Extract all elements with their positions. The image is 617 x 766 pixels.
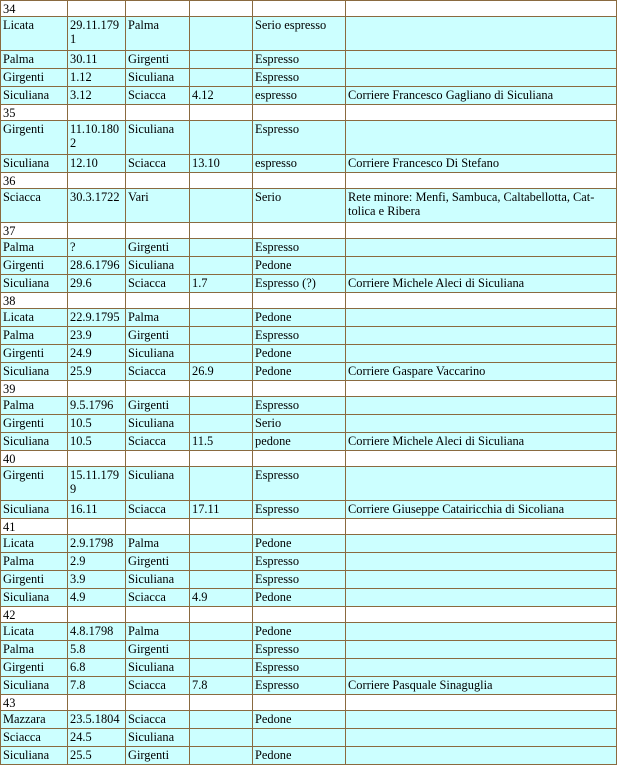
empty-cell (190, 293, 253, 309)
empty-cell (126, 105, 190, 121)
notes-cell: Rete minore: Menfi, Sambuca, Caltabellotta, Cat-tolica e Ribera (346, 189, 617, 223)
date-cell: 4.8.1798 (68, 623, 126, 641)
group-number: 36 (1, 173, 68, 189)
mode-cell: Pedone (253, 747, 346, 765)
table-row (1, 275, 617, 293)
arrival-cell: 7.8 (190, 677, 253, 695)
notes-cell (346, 69, 617, 87)
destination-cell: Girgenti (126, 239, 190, 257)
origin-cell: Palma (1, 327, 68, 345)
empty-cell (68, 519, 126, 535)
empty-cell (68, 607, 126, 623)
notes-cell (346, 121, 617, 155)
destination-cell: Siculiana (126, 659, 190, 677)
destination-cell: Sciacca (126, 155, 190, 173)
mode-cell: Pedone (253, 309, 346, 327)
destination-cell: Girgenti (126, 51, 190, 69)
origin-cell: Girgenti (1, 467, 68, 501)
notes-cell (346, 589, 617, 607)
empty-cell (190, 173, 253, 189)
mode-cell: Espresso (253, 501, 346, 519)
mode-cell (253, 729, 346, 747)
group-header-row (1, 451, 617, 467)
origin-cell: Siculiana (1, 747, 68, 765)
origin-cell: Siculiana (1, 433, 68, 451)
table-row (1, 397, 617, 415)
destination-cell: Sciacca (126, 363, 190, 381)
empty-cell (190, 223, 253, 239)
origin-cell: Siculiana (1, 275, 68, 293)
empty-cell (190, 1, 253, 17)
date-cell: 25.9 (68, 363, 126, 381)
date-cell: 30.3.1722 (68, 189, 126, 223)
arrival-cell (190, 467, 253, 501)
arrival-cell (190, 345, 253, 363)
date-cell: 25.5 (68, 747, 126, 765)
empty-cell (126, 519, 190, 535)
date-cell: 24.9 (68, 345, 126, 363)
empty-cell (190, 607, 253, 623)
notes-cell (346, 17, 617, 51)
notes-cell (346, 467, 617, 501)
mode-cell: Pedone (253, 623, 346, 641)
empty-cell (68, 381, 126, 397)
notes-cell (346, 51, 617, 69)
table-row (1, 535, 617, 553)
empty-cell (190, 519, 253, 535)
notes-cell: Corriere Giuseppe Catairicchia di Sicoliana (346, 501, 617, 519)
empty-cell (346, 695, 617, 711)
empty-cell (253, 381, 346, 397)
table-row (1, 711, 617, 729)
table-row (1, 327, 617, 345)
notes-cell (346, 345, 617, 363)
destination-cell: Palma (126, 309, 190, 327)
destination-cell: Girgenti (126, 397, 190, 415)
table-row (1, 189, 617, 223)
origin-cell: Girgenti (1, 571, 68, 589)
date-cell: 10.5 (68, 415, 126, 433)
date-cell: 4.9 (68, 589, 126, 607)
mode-cell: Serio (253, 415, 346, 433)
notes-cell (346, 729, 617, 747)
destination-cell: Sciacca (126, 589, 190, 607)
mode-cell: Espresso (253, 467, 346, 501)
empty-cell (126, 695, 190, 711)
mode-cell: Espresso (253, 121, 346, 155)
destination-cell: Siculiana (126, 467, 190, 501)
destination-cell: Siculiana (126, 345, 190, 363)
group-number: 39 (1, 381, 68, 397)
empty-cell (68, 451, 126, 467)
group-number: 34 (1, 1, 68, 17)
origin-cell: Palma (1, 239, 68, 257)
notes-cell (346, 257, 617, 275)
origin-cell: Licata (1, 623, 68, 641)
date-cell: 11.10.1802 (68, 121, 126, 155)
destination-cell: Sciacca (126, 275, 190, 293)
origin-cell: Palma (1, 641, 68, 659)
arrival-cell (190, 553, 253, 571)
group-header-row (1, 695, 617, 711)
table-row (1, 17, 617, 51)
table-row (1, 415, 617, 433)
arrival-cell (190, 711, 253, 729)
table-row (1, 729, 617, 747)
arrival-cell: 1.7 (190, 275, 253, 293)
arrival-cell: 26.9 (190, 363, 253, 381)
empty-cell (126, 381, 190, 397)
date-cell: 6.8 (68, 659, 126, 677)
table-row (1, 309, 617, 327)
notes-cell: Corriere Francesco Gagliano di Siculiana (346, 87, 617, 105)
empty-cell (126, 451, 190, 467)
destination-cell: Siculiana (126, 729, 190, 747)
table-row (1, 677, 617, 695)
empty-cell (68, 223, 126, 239)
notes-cell (346, 553, 617, 571)
group-header-row (1, 381, 617, 397)
notes-cell (346, 641, 617, 659)
date-cell: 2.9.1798 (68, 535, 126, 553)
arrival-cell (190, 257, 253, 275)
destination-cell: Vari (126, 189, 190, 223)
destination-cell: Palma (126, 623, 190, 641)
empty-cell (346, 381, 617, 397)
destination-cell: Girgenti (126, 553, 190, 571)
origin-cell: Palma (1, 51, 68, 69)
empty-cell (190, 105, 253, 121)
mode-cell: Pedone (253, 257, 346, 275)
destination-cell: Palma (126, 17, 190, 51)
arrival-cell (190, 309, 253, 327)
empty-cell (126, 1, 190, 17)
arrival-cell (190, 571, 253, 589)
table-row (1, 69, 617, 87)
group-number: 35 (1, 105, 68, 121)
empty-cell (346, 519, 617, 535)
origin-cell: Girgenti (1, 659, 68, 677)
origin-cell: Sciacca (1, 189, 68, 223)
destination-cell: Sciacca (126, 677, 190, 695)
notes-cell (346, 747, 617, 765)
origin-cell: Sciacca (1, 729, 68, 747)
group-header-row (1, 607, 617, 623)
empty-cell (346, 451, 617, 467)
empty-cell (126, 293, 190, 309)
table-row (1, 257, 617, 275)
origin-cell: Licata (1, 17, 68, 51)
origin-cell: Siculiana (1, 87, 68, 105)
origin-cell: Girgenti (1, 121, 68, 155)
empty-cell (190, 381, 253, 397)
mode-cell: Espresso (253, 397, 346, 415)
empty-cell (126, 607, 190, 623)
origin-cell: Licata (1, 535, 68, 553)
notes-cell (346, 327, 617, 345)
group-number: 42 (1, 607, 68, 623)
arrival-cell (190, 623, 253, 641)
empty-cell (346, 607, 617, 623)
origin-cell: Siculiana (1, 677, 68, 695)
origin-cell: Palma (1, 397, 68, 415)
arrival-cell (190, 51, 253, 69)
date-cell: 12.10 (68, 155, 126, 173)
arrival-cell: 4.12 (190, 87, 253, 105)
group-number: 38 (1, 293, 68, 309)
empty-cell (68, 293, 126, 309)
date-cell: 24.5 (68, 729, 126, 747)
table-row (1, 641, 617, 659)
group-number: 43 (1, 695, 68, 711)
date-cell: 29.11.1791 (68, 17, 126, 51)
notes-cell (346, 239, 617, 257)
date-cell: 23.9 (68, 327, 126, 345)
table-row (1, 553, 617, 571)
arrival-cell (190, 189, 253, 223)
mode-cell: Pedone (253, 589, 346, 607)
group-number: 41 (1, 519, 68, 535)
notes-cell (346, 711, 617, 729)
arrival-cell (190, 69, 253, 87)
origin-cell: Siculiana (1, 363, 68, 381)
notes-cell (346, 397, 617, 415)
table-row (1, 467, 617, 501)
arrival-cell (190, 239, 253, 257)
notes-cell (346, 309, 617, 327)
date-cell: 2.9 (68, 553, 126, 571)
mode-cell: Espresso (253, 571, 346, 589)
arrival-cell (190, 729, 253, 747)
origin-cell: Siculiana (1, 155, 68, 173)
arrival-cell (190, 747, 253, 765)
empty-cell (68, 105, 126, 121)
group-number: 37 (1, 223, 68, 239)
arrival-cell (190, 327, 253, 345)
destination-cell: Sciacca (126, 433, 190, 451)
date-cell: 9.5.1796 (68, 397, 126, 415)
group-header-row (1, 519, 617, 535)
group-number: 40 (1, 451, 68, 467)
date-cell: 23.5.1804 (68, 711, 126, 729)
empty-cell (346, 1, 617, 17)
date-cell: 5.8 (68, 641, 126, 659)
origin-cell: Girgenti (1, 69, 68, 87)
origin-cell: Licata (1, 309, 68, 327)
table-body (1, 1, 617, 765)
date-cell: 28.6.1796 (68, 257, 126, 275)
empty-cell (126, 223, 190, 239)
notes-cell (346, 415, 617, 433)
date-cell: 16.11 (68, 501, 126, 519)
mode-cell: espresso (253, 155, 346, 173)
arrival-cell (190, 397, 253, 415)
arrival-cell (190, 17, 253, 51)
empty-cell (253, 451, 346, 467)
destination-cell: Palma (126, 535, 190, 553)
empty-cell (190, 451, 253, 467)
mode-cell: Espresso (253, 553, 346, 571)
table-row (1, 363, 617, 381)
destination-cell: Sciacca (126, 87, 190, 105)
notes-cell (346, 623, 617, 641)
date-cell: 3.9 (68, 571, 126, 589)
empty-cell (346, 293, 617, 309)
date-cell: 30.11 (68, 51, 126, 69)
empty-cell (253, 695, 346, 711)
table-row (1, 659, 617, 677)
mode-cell: Espresso (253, 239, 346, 257)
mode-cell: Serio espresso (253, 17, 346, 51)
empty-cell (253, 607, 346, 623)
table-row (1, 155, 617, 173)
mode-cell: Pedone (253, 711, 346, 729)
destination-cell: Siculiana (126, 121, 190, 155)
empty-cell (253, 519, 346, 535)
empty-cell (68, 695, 126, 711)
notes-cell: Corriere Francesco Di Stefano (346, 155, 617, 173)
arrival-cell (190, 121, 253, 155)
arrival-cell (190, 415, 253, 433)
mode-cell: Espresso (253, 51, 346, 69)
origin-cell: Siculiana (1, 501, 68, 519)
empty-cell (346, 105, 617, 121)
empty-cell (253, 173, 346, 189)
arrival-cell (190, 535, 253, 553)
notes-cell (346, 571, 617, 589)
notes-cell: Corriere Gaspare Vaccarino (346, 363, 617, 381)
empty-cell (346, 173, 617, 189)
empty-cell (190, 695, 253, 711)
destination-cell: Girgenti (126, 641, 190, 659)
notes-cell: Corriere Michele Aleci di Siculiana (346, 275, 617, 293)
group-header-row (1, 1, 617, 17)
mode-cell: Espresso (253, 641, 346, 659)
table-row (1, 747, 617, 765)
destination-cell: Siculiana (126, 69, 190, 87)
destination-cell: Girgenti (126, 327, 190, 345)
mode-cell: Espresso (253, 677, 346, 695)
empty-cell (126, 173, 190, 189)
mode-cell: Espresso (?) (253, 275, 346, 293)
table-row (1, 433, 617, 451)
mode-cell: pedone (253, 433, 346, 451)
date-cell: 29.6 (68, 275, 126, 293)
mode-cell: Pedone (253, 535, 346, 553)
destination-cell: Sciacca (126, 711, 190, 729)
empty-cell (253, 293, 346, 309)
origin-cell: Girgenti (1, 415, 68, 433)
date-cell: 7.8 (68, 677, 126, 695)
empty-cell (253, 223, 346, 239)
arrival-cell: 13.10 (190, 155, 253, 173)
notes-cell (346, 659, 617, 677)
empty-cell (68, 173, 126, 189)
mode-cell: espresso (253, 87, 346, 105)
table-row (1, 571, 617, 589)
mode-cell: Espresso (253, 327, 346, 345)
table-row (1, 121, 617, 155)
date-cell: 15.11.1799 (68, 467, 126, 501)
group-header-row (1, 293, 617, 309)
group-header-row (1, 223, 617, 239)
date-cell: ? (68, 239, 126, 257)
origin-cell: Mazzara (1, 711, 68, 729)
table-row (1, 589, 617, 607)
table-row (1, 87, 617, 105)
arrival-cell: 4.9 (190, 589, 253, 607)
origin-cell: Girgenti (1, 345, 68, 363)
arrival-cell: 11.5 (190, 433, 253, 451)
arrival-cell: 17.11 (190, 501, 253, 519)
table-row (1, 239, 617, 257)
group-header-row (1, 173, 617, 189)
arrival-cell (190, 641, 253, 659)
mode-cell: Serio (253, 189, 346, 223)
table-row (1, 501, 617, 519)
mode-cell: Espresso (253, 69, 346, 87)
origin-cell: Palma (1, 553, 68, 571)
date-cell: 10.5 (68, 433, 126, 451)
date-cell: 3.12 (68, 87, 126, 105)
empty-cell (253, 105, 346, 121)
empty-cell (346, 223, 617, 239)
date-cell: 22.9.1795 (68, 309, 126, 327)
destination-cell: Sciacca (126, 501, 190, 519)
arrival-cell (190, 659, 253, 677)
notes-cell: Corriere Pasquale Sinaguglia (346, 677, 617, 695)
table-row (1, 623, 617, 641)
mode-cell: Pedone (253, 345, 346, 363)
group-header-row (1, 105, 617, 121)
empty-cell (253, 1, 346, 17)
mode-cell: Espresso (253, 659, 346, 677)
date-cell: 1.12 (68, 69, 126, 87)
origin-cell: Girgenti (1, 257, 68, 275)
empty-cell (68, 1, 126, 17)
destination-cell: Girgenti (126, 747, 190, 765)
destination-cell: Siculiana (126, 257, 190, 275)
table-row (1, 51, 617, 69)
notes-cell: Corriere Michele Aleci di Siculiana (346, 433, 617, 451)
table-row (1, 345, 617, 363)
mode-cell: Pedone (253, 363, 346, 381)
origin-cell: Siculiana (1, 589, 68, 607)
notes-cell (346, 535, 617, 553)
destination-cell: Siculiana (126, 415, 190, 433)
destination-cell: Siculiana (126, 571, 190, 589)
